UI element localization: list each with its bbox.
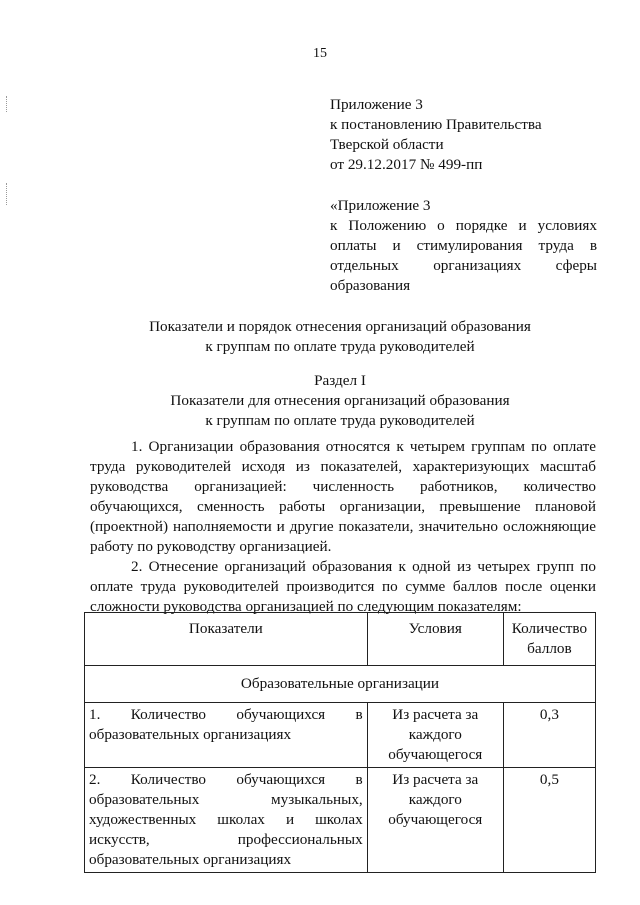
- indicators-table: [84, 612, 596, 873]
- condition-cell: Из расчета за каждого обучающегося: [367, 703, 503, 768]
- document-title-line: к группам по оплате труда руководителей: [205, 338, 475, 355]
- appendix-quote-title: «Приложение 3: [330, 197, 431, 214]
- header-indicators: Показатели: [85, 613, 368, 666]
- document-title-line: Показатели и порядок отнесения организаций образования: [149, 318, 531, 335]
- page-number: 15: [313, 46, 327, 61]
- appendix-header-line: от 29.12.2017 № 499-пп: [330, 156, 483, 173]
- header-conditions: Условия: [367, 613, 503, 666]
- body-text: [90, 437, 596, 617]
- appendix-header-line: Приложение 3: [330, 96, 423, 113]
- points-cell: 0,3: [503, 703, 595, 768]
- appendix-header: [330, 95, 600, 175]
- appendix-quote-line: оплаты и стимулирования труда в: [330, 237, 597, 254]
- table-group-row: [85, 666, 596, 703]
- points-cell: 0,5: [503, 768, 595, 873]
- appendix-header-line: к постановлению Правительства: [330, 116, 542, 133]
- document-title: [0, 317, 640, 357]
- section-label: Раздел I: [314, 372, 366, 389]
- paragraph-2: 2. Отнесение организаций образования к одной из четырех групп по оплате труда руководителей производится по сумме баллов после оценки сложности руководства организацией по следующим показателям:: [90, 558, 596, 615]
- group-title: Образовательные организации: [85, 666, 596, 703]
- table-row: [85, 703, 596, 768]
- margin-dots-top: [6, 96, 9, 112]
- margin-dots-bottom: [6, 183, 9, 205]
- appendix-quote-line: образования: [330, 277, 411, 294]
- appendix-quote-line: к Положению о порядке и условиях: [330, 217, 597, 234]
- header-points: Количество баллов: [503, 613, 595, 666]
- indicator-cell: 2. Количество обучающихся в образовательных музыкальных, художественных школах и школах искусств, профессиональных образовательных организациях: [85, 768, 368, 873]
- indicator-cell: 1. Количество обучающихся в образовательных организациях: [85, 703, 368, 768]
- table-header-row: [85, 613, 596, 666]
- table-row: [85, 768, 596, 873]
- condition-cell: Из расчета за каждого обучающегося: [367, 768, 503, 873]
- section-title-line: к группам по оплате труда руководителей: [205, 412, 475, 429]
- appendix-quote-line: отдельных организациях сферы: [330, 257, 597, 274]
- paragraph-1: 1. Организации образования относятся к четырем группам по оплате труда руководителей исходя из показателей, характеризующих масштаб руководства организацией: численность работников, количество обучающихся, сменность работы организации, превышение плановой (проектной) наполняемости и другие показатели, значительно осложняющие работу по руководству организацией.: [90, 438, 596, 555]
- section-heading: [0, 371, 640, 431]
- section-title-line: Показатели для отнесения организаций образования: [170, 392, 510, 409]
- appendix-header-line: Тверской области: [330, 136, 444, 153]
- appendix-quote: [330, 196, 597, 296]
